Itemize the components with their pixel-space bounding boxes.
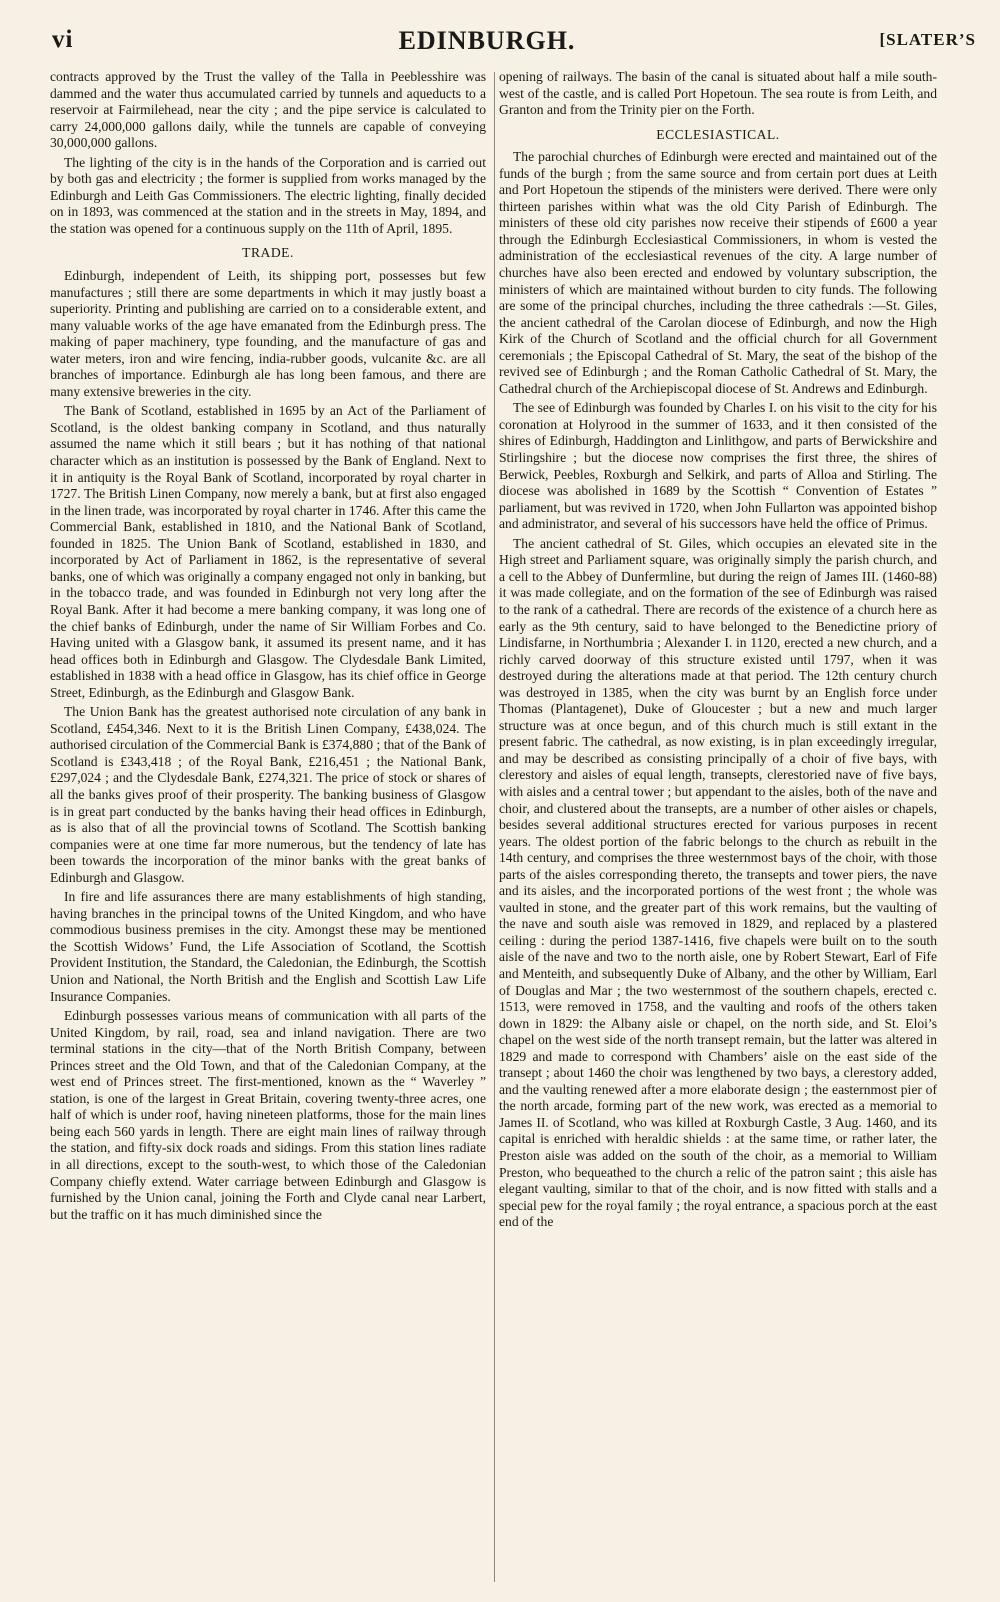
page-folio: vi	[52, 26, 74, 53]
paragraph-manufactures: Edinburgh, independent of Leith, its shipping port, possesses but few manufactures ; still there are some departments in which it may justly boast a superiority. Printing and publishing are carried on to a considerable extent, and many valuable works of the age have emanated from the Edinburgh press. The making of paper machinery, type founding, and the manufacture of gas and water meters, iron and wire fencing, india-rubber goods, vulcanite &c. are all branches of importance. Edinburgh ale has long been famous, and there are many extensive breweries in the city.	[50, 268, 486, 399]
column-divider	[494, 72, 495, 1582]
left-column	[50, 69, 486, 1223]
publisher-catchword: [SLATER’S	[879, 30, 976, 49]
paragraph-note-circulation: The Union Bank has the greatest authorised note circulation of any bank in Scotland, £454,346. Next to it is the British Linen Company, £438,024. The authorised circulation of the Commercial Bank is £374,880 ; that of the Bank of Scotland is £343,418 ; of the Royal Bank, £216,451 ; the National Bank, £297,024 ; and the Clydesdale Bank, £274,321. The price of stock or shares of all the banks gives proof of their prosperity. The banking business of Glasgow is in great part conducted by the banks having their head offices in Edinburgh, as is also that of all the provincial towns of Scotland. The Scottish banking companies were at one time far more numerous, but the tendency of late has been towards the incorporation of the minor banks with the great banks of Edinburgh and Glasgow.	[50, 704, 486, 885]
paragraph-communication: Edinburgh possesses various means of communication with all parts of the United Kingdom, by rail, road, sea and inland navigation. There are two terminal stations in the city—that of the North British Company, between Princes street and the Old Town, and that of the Caledonian Company, at the west end of Princes street. The first-mentioned, known as the “ Waverley ” station, is one of the largest in Great Britain, covering twenty-three acres, one half of which is under roof, having nineteen platforms, those for the main lines being each 560 yards in length. There are eight main lines of railway through the station, and fifty-six dock roads and sidings. From this station lines radiate in all directions, except to the south-west, to which those of the Caledonian Company chiefly extend. Water carriage between Edinburgh and Glasgow is furnished by the Union canal, joining the Forth and Clyde canal near Larbert, but the traffic on it has much diminished since the	[50, 1008, 486, 1222]
right-column	[499, 69, 937, 1231]
paragraph-canal: opening of railways. The basin of the canal is situated about half a mile south-west of the castle, and is called Port Hopetoun. The sea route is from Leith, and Granton and from the Trinity pier on the Forth.	[499, 69, 937, 118]
paragraph-assurances: In fire and life assurances there are many establishments of high standing, having branches in the principal towns of the United Kingdom, and who have commodious business premises in the city. Amongst these may be mentioned the Scottish Widows’ Fund, the Life Association of Scotland, the Scottish Provident Institution, the Standard, the Caledonian, the Edinburgh, the Scottish Union and National, the North British and the English and Scottish Law Life Insurance Companies.	[50, 889, 486, 1004]
paragraph-banks: The Bank of Scotland, established in 1695 by an Act of the Parliament of Scotland, is the oldest banking company in Scotland, and thus naturally assumed the name which it still bears ; but it has nothing of that national character which as an institution is possessed by the Bank of England. Next to it in antiquity is the Royal Bank of Scotland, incorporated by royal charter in 1727. The British Linen Company, now merely a bank, but at first also engaged in the linen trade, was incorporated by royal charter in 1746. After this came the Commercial Bank, established in 1810, and the National Bank of Scotland, founded in 1825. The Union Bank of Scotland, established in 1830, and incorporated by Act of Parliament in 1862, is the representative of several banks, one of which was originally a company engaged not only in banking, but in the tobacco trade, and was founded in Edinburgh not very long after the Royal Bank. After it had become a mere banking company, it was long one of the chief banks of Edinburgh, under the name of Sir William Forbes and Co. Having united with a Glasgow bank, it assumed its present name, and it has head offices both in Edinburgh and Glasgow. The Clydesdale Bank Limited, established in 1838 with a head office in Glasgow, has its chief office in George Street, Edinburgh, as the Edinburgh and Glasgow Bank.	[50, 403, 486, 700]
paragraph-lighting: The lighting of the city is in the hands of the Corporation and is carried out by both gas and electricity ; the former is supplied from works managed by the Edinburgh and Leith Gas Commissioners. The electric lighting, finally decided on in 1893, was commenced at the station and in the streets in May, 1894, and the station was opened for a continuous supply on the 11th of April, 1895.	[50, 154, 486, 236]
section-heading-ecclesiastical: ECCLESIASTICAL.	[656, 126, 780, 142]
paragraph-see-of-edinburgh: The see of Edinburgh was founded by Charles I. on his visit to the city for his coronation at Holyrood in the summer of 1633, and it then consisted of the shires of Edinburgh, Haddington and Linlithgow, and parts of Berwickshire and Stirlingshire ; but the diocese now comprises the first three, the shires of Berwick, Peebles, Roxburgh and Selkirk, and parts of Alloa and Stirling. The diocese was abolished in 1689 by the Scottish “ Convention of Estates ” parliament, but was revived in 1720, when John Fullarton was appointed bishop and administrator, and several of his successors have held the office of Primus.	[499, 400, 937, 532]
paragraph-st-giles: The ancient cathedral of St. Giles, which occupies an elevated site in the High street and Parliament square, was originally simply the parish church, and a cell to the Abbey of Dunfermline, but during the reign of James III. (1460-88) it was made collegiate, and on the formation of the see of Edinburgh was raised to the rank of a cathedral. There are records of the existence of a church here as early as the 9th century, said to have belonged to the Benedictine priory of Lindisfarne, in Northumbria ; Alexander I. in 1120, erected a new church, and a richly carved doorway of this structure existed until 1797, when it was destroyed during the alterations made at that period. The 12th century church was destroyed in 1385, when the city was burnt by an English force under Thomas (Plantagenet), Duke of Gloucester ; but a new and much larger structure was at once begun, and of this church much is still extant in the present fabric. The cathedral, as now existing, is in plan exceedingly irregular, and may be described as consisting principally of a choir of five bays, with clerestory and aisles of equal length, transepts, clerestoried nave of five bays, with aisles and a central tower ; but appendant to the aisles, both of the nave and choir, and clustered about the transepts, are a number of other aisles or chapels, besides several additional structures erected for various purposes in recent years. The oldest portion of the fabric belongs to the church as rebuilt in the 14th century, and comprises the three westernmost bays of the choir, with those parts of the aisles corresponding thereto, the transepts and tower piers, the nave and its aisles, and the incorporated portions of the west front ; the whole was vaulted in stone, and the greater part of this work remains, but the vaulting of the nave and south aisle was removed in 1829, and replaced by a plastered ceiling : during the period 1387-1416, five chapels were built on to the south aisle of the nave and two to the north aisle, one by Robert Stewart, Earl of Fife and Menteith, and subsequently Duke of Albany, and the other by William, Earl of Douglas and Mar ; the two westernmost of the southern chapels, erected c. 1513, were removed in 1758, and the vaulting and roofs of the others taken down in 1829: the Albany aisle or chapel, on the north side, and St. Eloi’s chapel on the west side of the north transept remain, but the latter was altered in 1829 and made to correspond with Chambers’ aisle on the east side of the transept ; about 1460 the choir was lengthened by two bays, a clerestory added, and the vaulting renewed after a more elaborate design ; the easternmost pier of the north arcade, forming part of the new work, was erected as a memorial to James II. of Scotland, who was killed at Roxburgh Castle, 3 Aug. 1460, and its capital is enriched with heraldic shields : at the same time, or rather later, the Preston aisle was added on the south of the choir, as a memorial to William Preston, who bequeathed to the church a relic of the patron saint ; this aisle has elegant vaulting, similar to that of the choir, and is now fitted with stalls and a special pew for the royal family ; the royal entrance, a spacious porch at the east end of the	[499, 535, 937, 1230]
section-heading-trade: TRADE.	[242, 245, 294, 261]
paragraph-parochial-churches: The parochial churches of Edinburgh were erected and maintained out of the funds of the burgh ; from the same source and from certain port dues at Leith and Port Hopetoun the stipends of the ministers were derived. There were only thirteen parishes within what was the old City Parish of Edinburgh. The ministers of these old city parishes now receive their stipends of £600 a year through the Edinburgh Ecclesiastical Commissioners, in whom is vested the administration of the ecclesiastical revenues of the city. A large number of churches have also been erected and endowed by voluntary subscription, the ministers of which are maintained without burden to city funds. The following are some of the principal churches, including the three cathedrals :—St. Giles, the ancient cathedral of the Carolan diocese of Edinburgh, and now the High Kirk of the Church of Scotland and the official church for all Government ceremonials ; the Episcopal Cathedral of St. Mary, the seat of the bishop of the revived see of Edinburgh ; and the Roman Catholic Cathedral of St. Mary, the Cathedral church of the Archiepiscopal diocese of St. Andrews and Edinburgh.	[499, 149, 937, 396]
paragraph-water-supply: contracts approved by the Trust the valley of the Talla in Peeblesshire was dammed and the water thus accumulated carried by tunnels and aqueducts to a reservoir at Fairmilehead, near the city ; and the pipe service is calculated to carry 24,000,000 gallons daily, while the tunnels are capable of conveying 30,000,000 gallons.	[50, 69, 486, 151]
running-header	[44, 22, 976, 62]
running-title: EDINBURGH.	[398, 26, 576, 55]
